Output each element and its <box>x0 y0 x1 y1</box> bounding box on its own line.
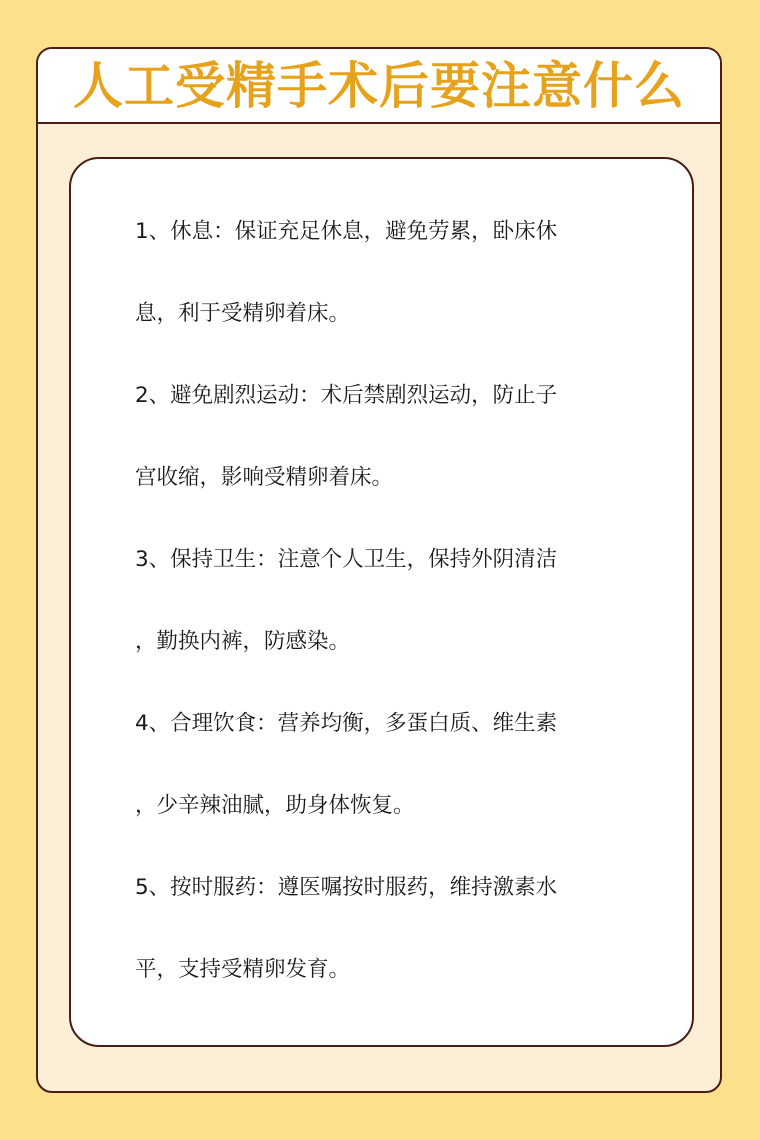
title-banner <box>38 49 720 124</box>
tips-list <box>135 191 635 1011</box>
tip-item-1-line-1: 1、休息：保证充足休息，避免劳累，卧床休 <box>135 219 558 244</box>
tip-item-5-line-2: 平，支持受精卵发育。 <box>135 957 351 982</box>
content-card <box>69 157 694 1047</box>
tip-item-2-line-1: 2、避免剧烈运动：术后禁剧烈运动，防止子 <box>135 383 558 408</box>
outer-card <box>36 47 722 1093</box>
tip-item-5-line-1: 5、按时服药：遵医嘱按时服药，维持激素水 <box>135 875 558 900</box>
tip-item-3-line-2: ，勤换内裤，防感染。 <box>135 629 351 654</box>
tip-item-4-line-2: ，少辛辣油腻，助身体恢复。 <box>135 793 415 818</box>
tip-item-3-line-1: 3、保持卫生：注意个人卫生，保持外阴清洁 <box>135 547 558 572</box>
page-title: 人工受精手术后要注意什么 <box>73 56 685 115</box>
tip-item-4-line-1: 4、合理饮食：营养均衡，多蛋白质、维生素 <box>135 711 558 736</box>
tip-item-2-line-2: 宫收缩，影响受精卵着床。 <box>135 465 394 490</box>
tip-item-1-line-2: 息，利于受精卵着床。 <box>135 301 351 326</box>
